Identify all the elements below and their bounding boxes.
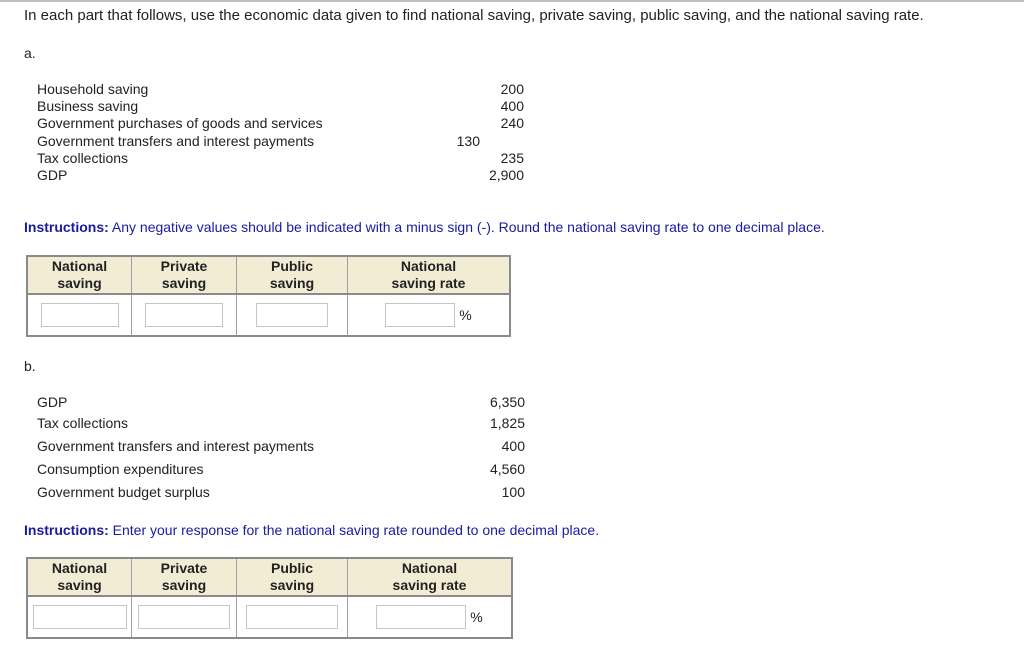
cell-private-saving (132, 294, 237, 336)
data-value-tax-collections: 235 (500, 150, 524, 166)
data-value-government-transfers: 130 (456, 133, 480, 149)
data-value-gdp: 6,350 (489, 394, 525, 410)
data-value-tax-collections: 1,825 (489, 415, 525, 431)
data-label-household-saving: Household saving (37, 81, 149, 97)
part-a-answer-table (26, 255, 511, 337)
national-saving-input[interactable] (41, 303, 119, 327)
cell-national-saving-rate (348, 596, 513, 638)
percent-sign: % (470, 609, 483, 625)
header-private-saving: Private saving (132, 256, 237, 294)
public-saving-input[interactable] (246, 605, 338, 629)
data-label-budget-surplus: Government budget surplus (37, 484, 210, 500)
cell-national-saving-rate (348, 294, 511, 336)
data-label-business-saving: Business saving (37, 98, 139, 114)
national-saving-input[interactable] (33, 605, 127, 629)
data-value-government-transfers: 400 (501, 438, 525, 454)
data-label-gdp: GDP (37, 167, 68, 183)
header-national-saving-rate: National saving rate (348, 558, 513, 596)
instructions-text: Enter your response for the national saving rate rounded to one decimal place. (108, 522, 600, 538)
data-label-government-transfers: Government transfers and interest payments (37, 133, 315, 149)
instructions-text: Any negative values should be indicated with a minus sign (-). Round the national saving rate to one decimal place. (108, 219, 825, 235)
cell-private-saving (132, 596, 237, 638)
question-text: In each part that follows, use the economic data given to find national saving, private saving, public saving, and the national saving rate. (24, 7, 924, 24)
part-a-instructions (24, 219, 825, 235)
data-label-tax-collections: Tax collections (37, 415, 129, 431)
part-b-label: b. (24, 358, 36, 374)
public-saving-input[interactable] (256, 303, 328, 327)
data-value-consumption-expenditures: 4,560 (489, 461, 525, 477)
cell-national-saving (27, 596, 132, 638)
header-national-saving-rate: National saving rate (348, 256, 511, 294)
data-label-gdp: GDP (37, 394, 68, 410)
instructions-prefix: Instructions: (24, 522, 109, 538)
data-label-government-transfers: Government transfers and interest payments (37, 438, 315, 454)
national-saving-rate-input[interactable] (385, 303, 455, 327)
header-national-saving: National saving (27, 558, 132, 596)
private-saving-input[interactable] (145, 303, 223, 327)
private-saving-input[interactable] (138, 605, 230, 629)
top-divider (0, 0, 1024, 2)
data-label-consumption-expenditures: Consumption expenditures (37, 461, 204, 477)
part-a-label: a. (24, 45, 36, 61)
cell-public-saving (237, 294, 348, 336)
data-value-gdp: 2,900 (488, 167, 524, 183)
instructions-prefix: Instructions: (24, 219, 109, 235)
cell-public-saving (237, 596, 348, 638)
data-value-budget-surplus: 100 (501, 484, 525, 500)
data-label-tax-collections: Tax collections (37, 150, 129, 166)
header-public-saving: Public saving (237, 558, 348, 596)
header-public-saving: Public saving (237, 256, 348, 294)
part-b-answer-table (26, 557, 513, 639)
data-value-government-purchases: 240 (500, 115, 524, 131)
cell-national-saving (27, 294, 132, 336)
percent-sign: % (459, 307, 472, 323)
header-national-saving: National saving (27, 256, 132, 294)
header-private-saving: Private saving (132, 558, 237, 596)
national-saving-rate-input[interactable] (376, 605, 466, 629)
data-value-business-saving: 400 (500, 98, 524, 114)
part-b-instructions (24, 522, 599, 538)
data-label-government-purchases: Government purchases of goods and services (37, 115, 323, 131)
data-value-household-saving: 200 (500, 81, 524, 97)
